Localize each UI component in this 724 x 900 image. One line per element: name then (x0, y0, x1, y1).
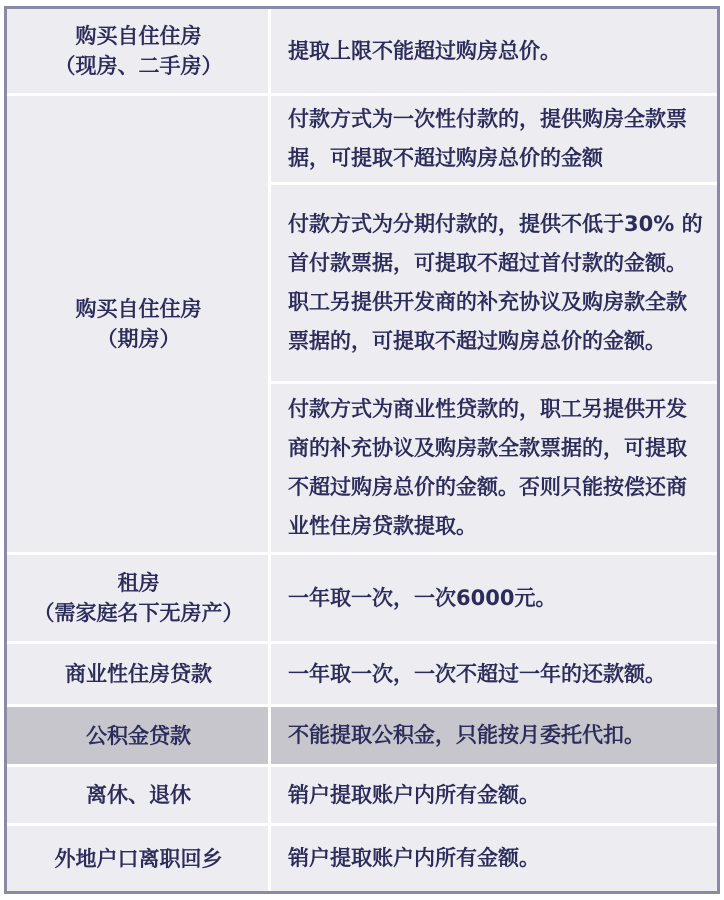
row-value: 销户提取账户内所有金额。 (288, 782, 540, 807)
row-label (7, 96, 270, 552)
label-line: 购买自住住房 (75, 24, 202, 48)
row-label: 外地户口离职回乡 (54, 846, 223, 871)
row-value: 销户提取账户内所有金额。 (288, 846, 540, 870)
row-label: 商业性住房贷款 (65, 662, 212, 686)
row-label: 离休、退休 (86, 783, 191, 807)
row-value: 提取上限不能超过购房总价。 (288, 38, 561, 63)
sub-row-divider (271, 381, 717, 384)
row-value: 一年取一次，一次6000元。 (288, 585, 557, 610)
label-line: （期房） (96, 327, 181, 351)
label-line: 购买自住住房 (75, 297, 202, 321)
column-divider (268, 9, 271, 891)
withdrawal-rules-table (4, 6, 720, 894)
row-label: 公积金贷款 (86, 723, 191, 748)
table-row-highlighted (7, 707, 717, 764)
row-label (7, 555, 270, 641)
table-row (7, 555, 717, 641)
sub-row-divider (271, 182, 717, 185)
row-label (7, 9, 270, 93)
table-row (7, 826, 717, 891)
label-line: （现房、二手房） (54, 54, 223, 78)
table-row (7, 644, 717, 704)
label-line: 租房 (117, 571, 160, 595)
table-row (7, 96, 717, 552)
table-row (7, 9, 717, 93)
row-value: 付款方式为分期付款的，提供不低于30% 的首付款票据，可提取不超过首付款的金额。职工另提供开发商的补充协议及购房款全款票据的，可提取不超过购房总价的金额。 (288, 212, 703, 353)
row-value: 付款方式为一次性付款的，提供购房全款票据，可提取不超过购房总价的金额 (288, 107, 687, 170)
row-value: 一年取一次，一次不超过一年的还款额。 (288, 661, 666, 686)
table-row (7, 767, 717, 823)
row-value: 不能提取公积金，只能按月委托代扣。 (288, 723, 645, 747)
row-value: 付款方式为商业性贷款的，职工另提供开发商的补充协议及购房款全款票据的，可提取不超过购房总价的金额。否则只能按偿还商业性住房贷款提取。 (288, 397, 687, 538)
label-line: （需家庭名下无房产） (33, 601, 244, 625)
